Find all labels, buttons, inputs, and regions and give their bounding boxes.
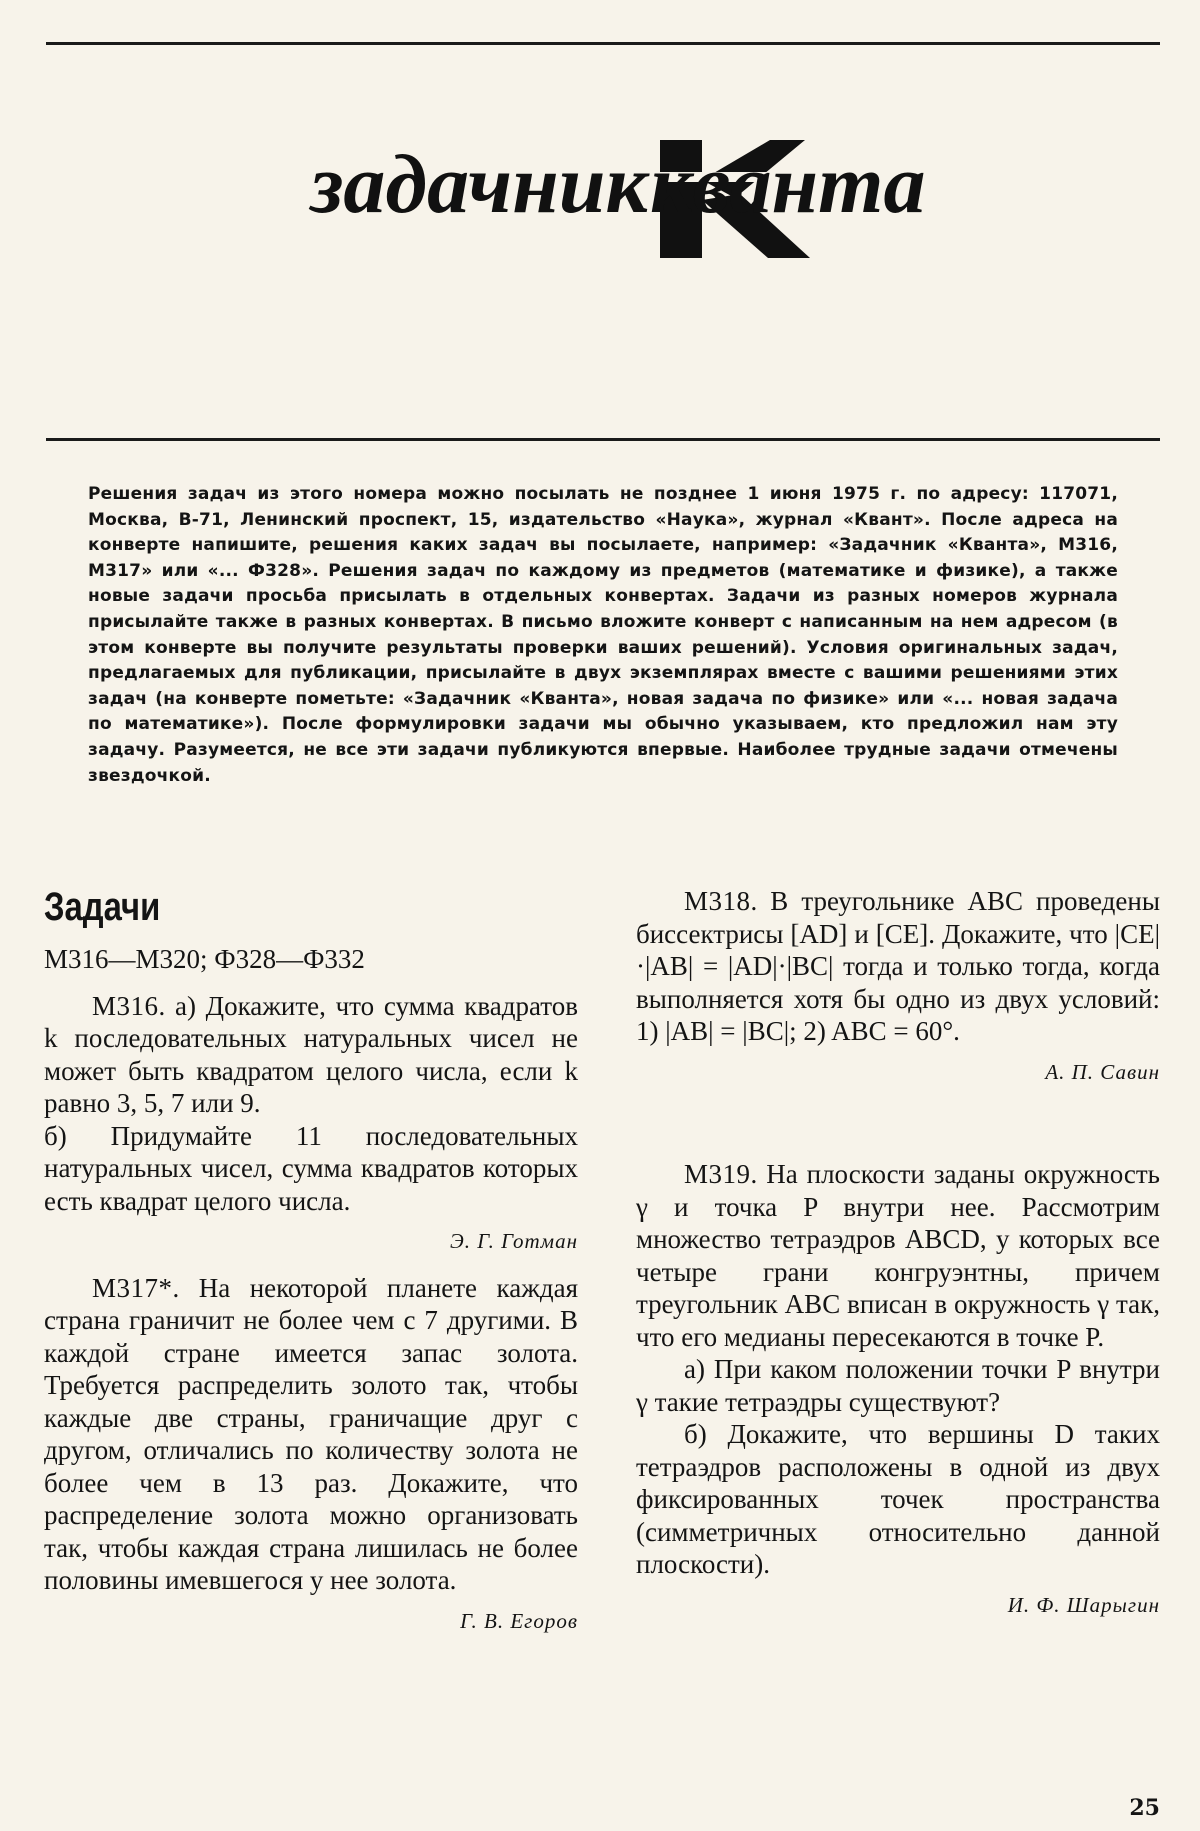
- m319-body: [636, 1158, 1160, 1353]
- m317-body: [44, 1272, 578, 1597]
- m319-part-b: б) Докажите, что вершины D таких тетраэдров расположены в одной из двух фиксированных точек пространства (симметричных относительно данной плоскости).: [636, 1419, 1160, 1579]
- masthead-logo: [0, 120, 1200, 270]
- m318-author: А. П. Савин: [1045, 1059, 1160, 1084]
- problem-m316: [44, 990, 578, 1258]
- m316-part-a-text: . а) Докажите, что сумма квадратов k последовательных натуральных чисел не может быть квадратом целого числа, если k равно 3, 5, 7 или 9.: [44, 990, 578, 1118]
- m316-part-b: б) Придумайте 11 последовательных натуральных чисел, сумма квадратов которых есть квадрат целого числа.: [44, 1120, 578, 1216]
- intro-paragraph: Решения задач из этого номера можно посылать не позднее 1 июня 1975 г. по адресу: 117071, Москва, В-71, Ленинский проспект, 15, издательство «Наука», журнал «Квант». После адреса на конверте напишите, решения каких задач вы посылаете, например: «Задачник «Кванта», М316, М317» или «... Ф328». Решения задач по каждому из предметов (математике и физике), а также новые задачи просьба присылать в отдельных конвертах. Задачи из разных номеров журнала присылайте также в разных конвертах. В письмо вложите конверт с написанным на нем адресом (в этом конверте вы получите результаты проверки ваших решений). Условия оригинальных задач, предлагаемых для публикации, присылайте в двух экземплярах вместе с вашими решениями этих задач (на конверте пометьте: «Задачник «Кванта», новая задача по физике» или «... новая задача по математике»). После формулировки задачи мы обычно указываем, кто предложил нам эту задачу. Разумеется, не все эти задачи публикуются впервые. Наиболее трудные задачи отмечены звездочкой.: [88, 484, 1118, 786]
- m319-author: И. Ф. Шарыгин: [1007, 1592, 1160, 1617]
- m319-code: М319: [684, 1159, 751, 1189]
- column-gap: [636, 1102, 1160, 1158]
- m316-code: М316: [92, 990, 159, 1021]
- section-title: Задачи: [44, 885, 161, 929]
- right-column: [636, 885, 1160, 1635]
- problem-m317: [44, 1272, 578, 1638]
- m318-text: . В треугольнике ABC проведены биссектрисы [AD] и [CE]. Докажите, что |CE|·|AB| = |AD|·|BC| тогда и только тогда, когда выполняется хотя бы одно из двух условий: 1) |AB| = |BC|; 2) ABC = 60°.: [636, 886, 1160, 1046]
- m316-part-a: [44, 990, 578, 1120]
- top-rule: [46, 42, 1160, 45]
- section-rule: [46, 438, 1160, 441]
- m318-body: [636, 885, 1160, 1048]
- masthead: [0, 120, 1200, 270]
- problem-m319: [636, 1158, 1160, 1621]
- m318-code: М318: [684, 886, 751, 916]
- m317-text: . На некоторой планете каждая страна граничит не более чем с 7 другими. В каждой стране имеется запас золота. Требуется распределить золото так, чтобы каждые две страны, граничащие друг с другом, отличались по количеству золота не более чем в 13 раз. Докажите, что распределение золота можно организовать так, чтобы каждая страна лишилась не более половины имевшегося у нее золота.: [44, 1272, 578, 1595]
- m317-code: М317*: [92, 1272, 173, 1303]
- masthead-title-part2: кванта: [650, 138, 926, 231]
- masthead-title-part1: задачник: [310, 138, 648, 231]
- section-subtitle: М316—М320; Ф328—Ф332: [44, 944, 365, 974]
- left-column: [44, 885, 578, 1651]
- page-number: 25: [1129, 1795, 1160, 1821]
- m319-text: . На плоскости заданы окружность γ и точка P внутри нее. Рассмотрим множество тетраэдров ABCD, у которых все четыре грани конгруэнтны, причем треугольник ABC вписан в окружность γ так, что его медианы пересекаются в точке P.: [636, 1159, 1160, 1352]
- m319-part-a: а) При каком положении точки P внутри γ такие тетраэдры существуют?: [636, 1354, 1160, 1417]
- problem-m318: [636, 885, 1160, 1088]
- m317-author: Г. В. Егоров: [460, 1608, 578, 1633]
- m316-author: Э. Г. Готман: [450, 1229, 578, 1253]
